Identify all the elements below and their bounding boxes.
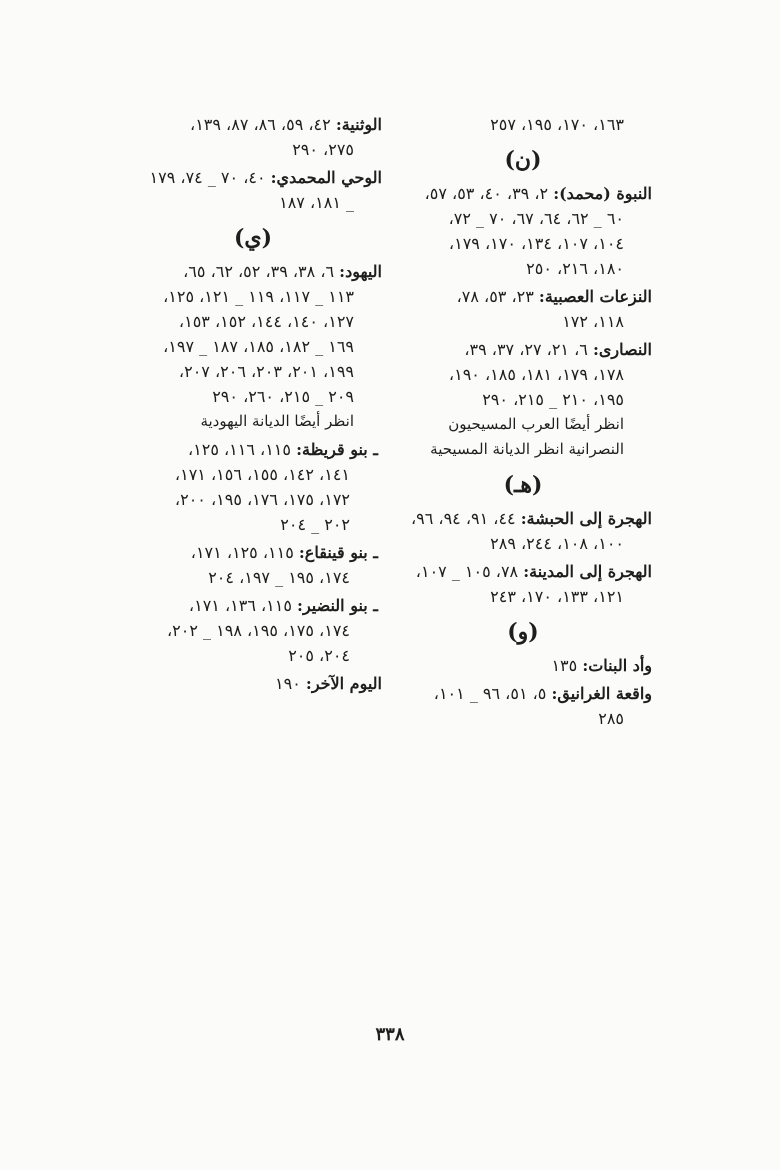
entry-gharaniq bbox=[394, 681, 652, 731]
entry-pages: ١١٥، ١١٦، ١٢٥، bbox=[187, 440, 291, 459]
see-also-note: انظر أيضًا الديانة اليهودية bbox=[200, 412, 354, 430]
entry-pages: ١١٥، ١٢٥، ١٧١، bbox=[190, 543, 294, 562]
entry-head: واقعة الغرانيق: bbox=[551, 684, 652, 703]
entry-pages: ٢، ٣٩، ٤٠، ٥٣، ٥٧، bbox=[424, 184, 549, 203]
entry-pages-cont: ١٦٩ _ ١٨٢، ١٨٥، ١٨٧ _ ١٩٧، bbox=[163, 337, 354, 356]
entry-yahud bbox=[124, 259, 382, 434]
entry-pages: ٦، ٢١، ٢٧، ٣٧، ٣٩، bbox=[464, 340, 588, 359]
entry-pages-cont: ١٢٧، ١٤٠، ١٤٤، ١٥٢، ١٥٣، bbox=[178, 312, 354, 331]
entry-pages: ٥، ٥١، ٩٦ _ ١٠١، bbox=[433, 684, 547, 703]
entry-qaynuqa bbox=[124, 540, 382, 590]
entry-pages: ٦، ٣٨، ٣٩، ٥٢، ٦٢، ٦٥، bbox=[183, 262, 335, 281]
entry-pages: ٧٨، ١٠٥ _ ١٠٧، bbox=[415, 562, 519, 581]
entry-pages-cont: ١٨٠، ٢١٦، ٢٥٠ bbox=[526, 259, 624, 278]
section-letter-waw: (و) bbox=[507, 619, 539, 645]
entry-pages-cont: ٢٠٢ _ ٢٠٤ bbox=[280, 515, 350, 534]
entry-head: النزعات العصبية: bbox=[538, 287, 652, 306]
entry-pages: ٤٤، ٩١، ٩٤، ٩٦، bbox=[410, 509, 516, 528]
entry-pages-cont: ١٩٩، ٢٠١، ٢٠٣، ٢٠٦، ٢٠٧، bbox=[178, 362, 354, 381]
section-letter-ya: (ي) bbox=[233, 225, 273, 251]
entry-pages-cont: ١١٨، ١٧٢ bbox=[562, 312, 624, 331]
entry-pages: ١١٥، ١٣٦، ١٧١، bbox=[188, 596, 292, 615]
entry-head: ـ بنو قينقاع: bbox=[298, 543, 378, 562]
entry-qurayza bbox=[124, 437, 382, 537]
entry-head: النبوة (محمد): bbox=[553, 184, 652, 203]
entry-head: الوثنية: bbox=[335, 115, 382, 134]
left-column bbox=[124, 112, 382, 699]
entry-pages-cont: ١٧٨، ١٧٩، ١٨١، ١٨٥، ١٩٠، bbox=[448, 365, 624, 384]
entry-pages: ١٣٥ bbox=[551, 656, 578, 675]
see-also-note: انظر أيضًا العرب المسيحيون bbox=[448, 415, 624, 433]
entry-pages-cont: _ ١٨١، ١٨٧ bbox=[279, 193, 354, 212]
entry-pages: ٤٢، ٥٩، ٨٦، ٨٧، ١٣٩، bbox=[190, 115, 331, 134]
continued-entry bbox=[394, 112, 652, 137]
entry-pages-cont: ١٩٥، ٢١٠ _ ٢١٥، ٢٩٠ bbox=[482, 390, 624, 409]
entry-pages-cont: ١٧٤، ١٩٥ _ ١٩٧، ٢٠٤ bbox=[208, 568, 350, 587]
entry-pages-cont: ١٧٤، ١٧٥، ١٩٥، ١٩٨ _ ٢٠٢، bbox=[167, 621, 350, 640]
entry-hijra-habasha bbox=[394, 506, 652, 556]
entry-nazaat bbox=[394, 284, 652, 334]
continued-line: ١٦٣، ١٧٠، ١٩٥، ٢٥٧ bbox=[490, 115, 624, 134]
entry-head: ـ بنو قريظة: bbox=[296, 440, 378, 459]
entry-head: النصارى: bbox=[592, 340, 652, 359]
entry-pages-cont: ٢٧٥، ٢٩٠ bbox=[292, 140, 354, 159]
section-letter-ha: (هـ) bbox=[503, 472, 543, 498]
entry-head: الوحي المحمدي: bbox=[270, 168, 382, 187]
entry-pages: ٤٠، ٧٠ _ ٧٤، ١٧٩ bbox=[149, 168, 266, 187]
entry-wad bbox=[394, 653, 652, 678]
entry-hijra-madina bbox=[394, 559, 652, 609]
entry-pages-cont: ٢٠٤، ٢٠٥ bbox=[288, 646, 350, 665]
entry-nadir bbox=[124, 593, 382, 668]
entry-head: الهجرة إلى الحبشة: bbox=[520, 509, 652, 528]
entry-pages-cont: ٦٠ _ ٦٢، ٦٤، ٦٧، ٧٠ _ ٧٢، bbox=[448, 209, 624, 228]
entry-nasara bbox=[394, 337, 652, 462]
entry-pages-cont: ١٢١، ١٣٣، ١٧٠، ٢٤٣ bbox=[490, 587, 624, 606]
entry-pages-cont: ٢٨٥ bbox=[598, 709, 624, 728]
entry-pages: ١٩٠ bbox=[275, 674, 301, 693]
section-letter-nun: (ن) bbox=[504, 147, 542, 173]
see-also-note: النصرانية انظر الديانة المسيحية bbox=[430, 440, 624, 458]
entry-head: وأد البنات: bbox=[582, 656, 652, 675]
entry-head: الهجرة إلى المدينة: bbox=[523, 562, 652, 581]
entry-nubuwwa bbox=[394, 181, 652, 281]
entry-pages-cont: ١١٣ _ ١١٧، ١١٩ _ ١٢١، ١٢٥، bbox=[163, 287, 354, 306]
entry-head: اليوم الآخر: bbox=[305, 674, 382, 693]
entry-head: اليهود: bbox=[339, 262, 382, 281]
entry-akhir bbox=[124, 671, 382, 696]
entry-pages-cont: ٢٠٩ _ ٢١٥، ٢٦٠، ٢٩٠ bbox=[212, 387, 354, 406]
page-number: ٣٣٨ bbox=[375, 1024, 405, 1045]
entry-wathaniyya bbox=[124, 112, 382, 162]
entry-pages: ٢٣، ٥٣، ٧٨، bbox=[456, 287, 534, 306]
entry-pages-cont: ١٧٢، ١٧٥، ١٧٦، ١٩٥، ٢٠٠، bbox=[174, 490, 350, 509]
entry-pages-cont: ١٠٠، ١٠٨، ٢٤٤، ٢٨٩ bbox=[490, 534, 624, 553]
right-column bbox=[394, 112, 652, 734]
entry-wahy bbox=[124, 165, 382, 215]
entry-pages-cont: ١٠٤، ١٠٧، ١٣٤، ١٧٠، ١٧٩، bbox=[448, 234, 624, 253]
entry-pages-cont: ١٤١، ١٤٢، ١٥٥، ١٥٦، ١٧١، bbox=[174, 465, 350, 484]
entry-head: ـ بنو النضير: bbox=[297, 596, 378, 615]
